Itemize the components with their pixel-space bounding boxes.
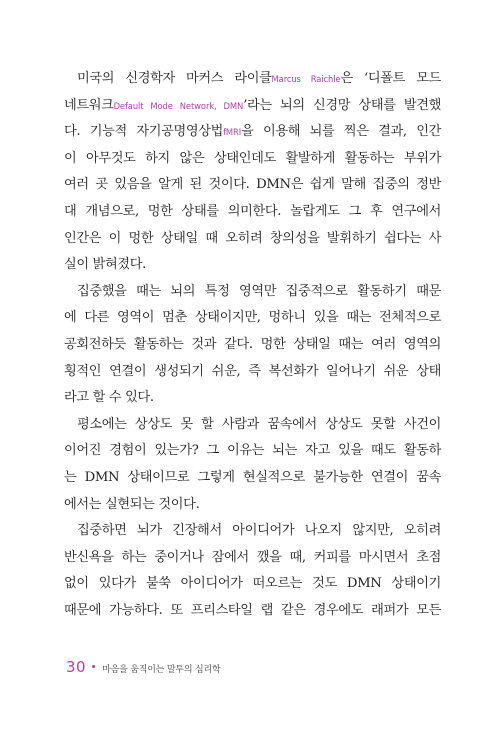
text-line	[64, 119, 441, 146]
text-line	[64, 571, 441, 598]
separator-dot	[92, 665, 95, 668]
text-line	[64, 385, 441, 412]
text-line	[64, 492, 441, 519]
text-line	[64, 66, 441, 93]
text-line	[64, 332, 441, 359]
body-text	[64, 66, 441, 624]
text-run: 은 ‘디폴트 모드	[340, 71, 441, 86]
paragraph	[64, 66, 441, 279]
text-run: 실이 밝혀졌다.	[64, 257, 147, 273]
text-run: 을 이용해 뇌를 찍은 결과, 인간	[241, 124, 441, 140]
running-title: 마음을 움직이는 말투의 심리학	[102, 665, 221, 675]
text-run: 네트워크	[64, 97, 114, 113]
text-run: 다. 기능적 자기공명영상법	[64, 124, 224, 140]
original-term-gloss: fMRI	[223, 127, 242, 138]
text-line	[64, 279, 441, 306]
text-line	[64, 518, 441, 545]
text-line	[64, 93, 441, 120]
paragraph	[64, 279, 441, 412]
page-footer	[66, 658, 221, 676]
text-line	[64, 465, 441, 492]
text-run: 인간은 이 멍한 상태일 때 오히려 창의성을 발휘하기 쉽다는 사	[64, 230, 441, 246]
text-run: ’라는 뇌의 신경망 상태를 발견했	[243, 97, 441, 113]
text-line	[64, 438, 441, 465]
original-term-gloss: Default Mode Network, DMN	[113, 100, 244, 111]
original-term-gloss: Marcus Raichle	[271, 74, 341, 84]
text-line	[64, 172, 441, 199]
text-run: 없이 있다가 불쑥 아이디어가 떠오르는 것도 DMN 상태이기	[64, 576, 441, 592]
text-line	[64, 226, 441, 253]
text-run: 여러 곳 있음을 알게 된 것이다. DMN은 쉽게 말해 집중의 정반	[64, 177, 441, 193]
text-line	[64, 305, 441, 332]
text-run: 라고 할 수 있다.	[64, 390, 154, 406]
page-number: 30	[66, 658, 87, 676]
text-run: 때문에 가능하다. 또 프리스타일 랩 같은 경우에도 래퍼가 모든	[64, 602, 441, 618]
text-run: 공회전하듯 활동하는 것과 같다. 멍한 상태일 때는 여러 영역의	[64, 336, 441, 352]
text-line	[64, 545, 441, 572]
text-run: 이어진 경험이 있는가? 그 이유는 뇌는 자고 있을 때도 활동하	[64, 443, 441, 459]
text-run: 반신욕을 하는 중이거나 잠에서 깼을 때, 커피를 마시면서 초점	[64, 549, 441, 565]
text-run: 미국의 신경학자 마커스 라이클	[77, 71, 272, 86]
text-run: 횡적인 연결이 생성되기 쉬운, 즉 복선화가 일어나기 쉬운 상태	[64, 363, 441, 379]
text-line	[64, 412, 441, 439]
text-run: 에 다른 영역이 멈춘 상태이지만, 멍하니 있을 때는 전체적으로	[64, 310, 441, 326]
text-run: 평소에는 상상도 못 할 사람과 꿈속에서 상상도 못할 사건이	[77, 416, 441, 432]
text-line	[64, 252, 441, 279]
text-line	[64, 359, 441, 386]
text-run: 에서는 실현되는 것이다.	[64, 496, 200, 512]
text-line	[64, 199, 441, 226]
text-run: 대 개념으로, 멍한 상태를 의미한다. 놀랍게도 그 후 연구에서	[64, 203, 441, 219]
text-run: 집중하면 뇌가 긴장해서 아이디어가 나오지 않지만, 오히려	[77, 523, 441, 539]
paragraph	[64, 412, 441, 518]
text-line	[64, 146, 441, 173]
text-run: 이 아무것도 하지 않은 상태인데도 활발하게 활동하는 부위가	[64, 150, 441, 166]
text-run: 집중했을 때는 뇌의 특정 영역만 집중적으로 활동하기 때문	[77, 283, 441, 299]
text-line	[64, 598, 441, 625]
text-run: 는 DMN 상태이므로 그렇게 현실적으로 불가능한 연결이 꿈속	[64, 469, 441, 485]
paragraph	[64, 518, 441, 624]
